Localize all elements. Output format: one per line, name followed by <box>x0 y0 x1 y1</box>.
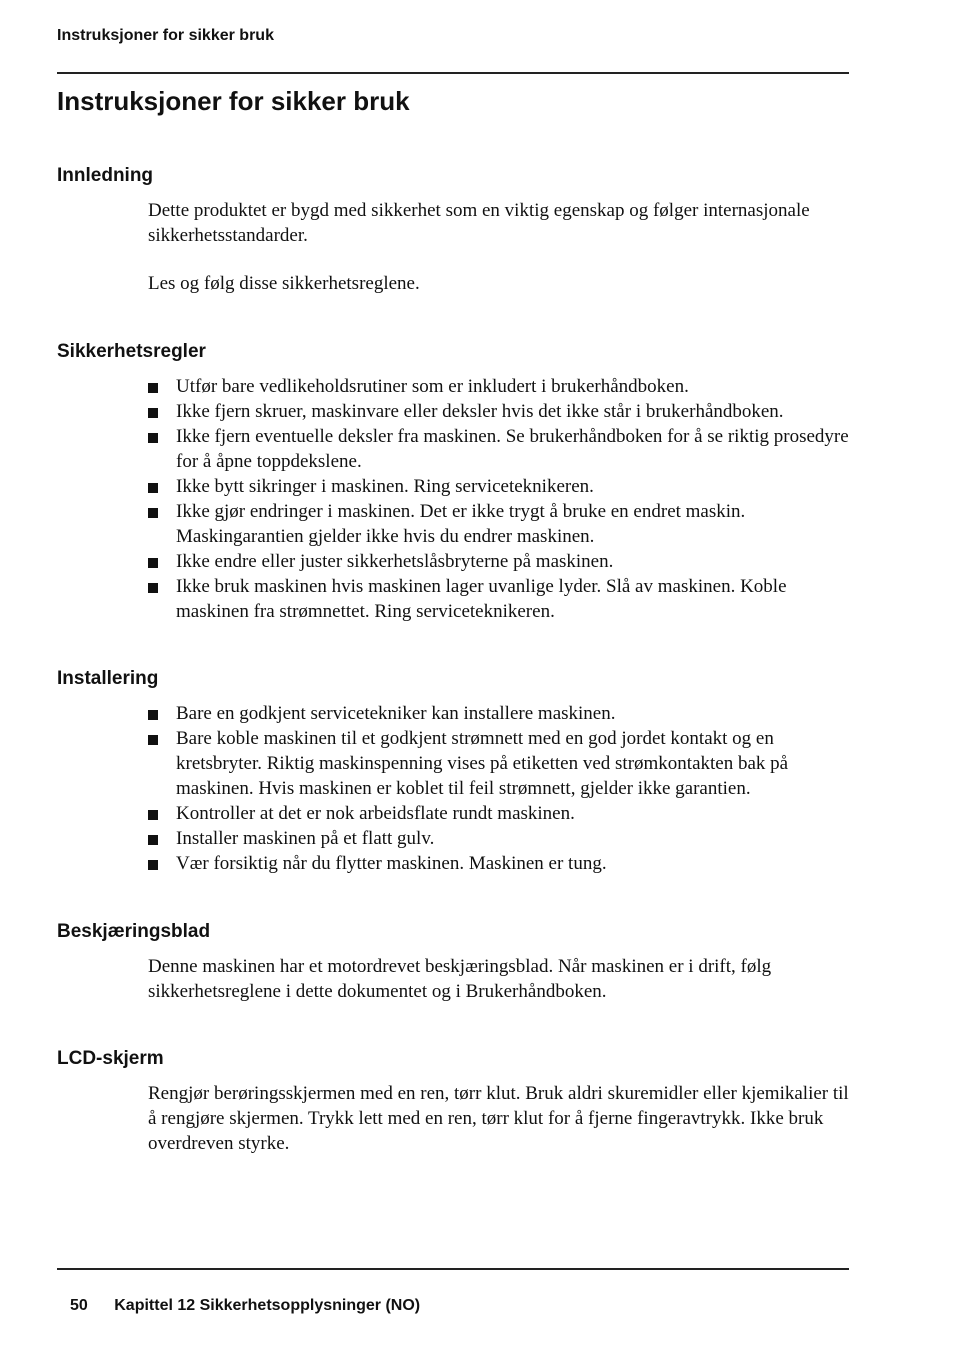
list-item-text: Ikke fjern eventuelle deksler fra maskinen. Se brukerhåndboken for å se riktig prosedyre for å åpne toppdekslene. <box>176 426 849 472</box>
list-item-text: Ikke endre eller juster sikkerhetslåsbryterne på maskinen. <box>176 551 614 572</box>
list-item <box>148 399 860 424</box>
square-bullet-icon <box>148 383 158 393</box>
square-bullet-icon <box>148 860 158 870</box>
section-heading: Beskjæringsblad <box>57 921 211 942</box>
section-body <box>148 1081 853 1156</box>
section-heading: LCD-skjerm <box>57 1048 164 1069</box>
section-sikkerhetsregler <box>57 340 857 624</box>
section-heading: Innledning <box>57 165 154 186</box>
section-body <box>148 954 853 1004</box>
footer-rule <box>57 1268 849 1270</box>
section-lcd-skjerm <box>57 1047 857 1156</box>
paragraph: Les og følg disse sikkerhetsreglene. <box>148 273 420 294</box>
square-bullet-icon <box>148 508 158 518</box>
square-bullet-icon <box>148 483 158 493</box>
section-installering <box>57 667 857 876</box>
list-item-text: Vær forsiktig når du flytter maskinen. Maskinen er tung. <box>176 853 607 874</box>
paragraph: Rengjør berøringsskjermen med en ren, tørr klut. Bruk aldri skuremidler eller kjemikalier til å rengjøre skjermen. Trykk lett med en ren, tørr klut for å fjerne fingeravtrykk. Ikke bruk overdreven styrke. <box>148 1083 849 1154</box>
section-beskjaeringsblad <box>57 920 857 1004</box>
square-bullet-icon <box>148 735 158 745</box>
list-item-text: Bare koble maskinen til et godkjent strømnett med en god jordet kontakt og en kretsbryter. Riktig maskinspenning vises på etiketten ved strømkontakten bak på maskinen. Hvis maskinen er koblet til feil strømnett, gjelder ikke garantien. <box>176 728 789 799</box>
section-innledning <box>57 164 857 296</box>
list-item <box>148 574 860 624</box>
chapter-title: Kapittel 12 Sikkerhetsopplysninger (NO) <box>114 1297 421 1314</box>
list-item-text: Ikke gjør endringer i maskinen. Det er ikke trygt å bruke en endret maskin. Maskingarantien gjelder ikke hvis du endrer maskinen. <box>176 501 746 547</box>
square-bullet-icon <box>148 710 158 720</box>
running-header: Instruksjoner for sikker bruk <box>57 27 274 44</box>
list-item <box>148 826 860 851</box>
square-bullet-icon <box>148 583 158 593</box>
section-heading: Sikkerhetsregler <box>57 341 206 362</box>
list-item <box>148 424 860 474</box>
list-item <box>148 499 860 549</box>
list-item-text: Utfør bare vedlikeholdsrutiner som er inkludert i brukerhåndboken. <box>176 376 689 397</box>
square-bullet-icon <box>148 408 158 418</box>
list-item-text: Installer maskinen på et flatt gulv. <box>176 828 435 849</box>
bullet-list <box>148 374 860 624</box>
list-item <box>148 726 860 801</box>
paragraph: Dette produktet er bygd med sikkerhet som en viktig egenskap og følger internasjonale sikkerhetsstandarder. <box>148 200 810 246</box>
section-body <box>148 198 853 296</box>
section-heading: Installering <box>57 668 159 689</box>
page-footer <box>70 1297 420 1315</box>
square-bullet-icon <box>148 835 158 845</box>
paragraph: Denne maskinen har et motordrevet beskjæringsblad. Når maskinen er i drift, følg sikkerhetsreglene i dette dokumentet og i Brukerhåndboken. <box>148 956 772 1002</box>
list-item <box>148 549 860 574</box>
page-title: Instruksjoner for sikker bruk <box>57 86 410 116</box>
list-item <box>148 374 860 399</box>
list-item <box>148 851 860 876</box>
list-item <box>148 801 860 826</box>
bullet-list <box>148 701 860 876</box>
list-item-text: Kontroller at det er nok arbeidsflate rundt maskinen. <box>176 803 575 824</box>
square-bullet-icon <box>148 433 158 443</box>
list-item-text: Ikke bytt sikringer i maskinen. Ring serviceteknikeren. <box>176 476 594 497</box>
header-rule <box>57 72 849 74</box>
page-number: 50 <box>70 1297 88 1314</box>
square-bullet-icon <box>148 558 158 568</box>
list-item <box>148 701 860 726</box>
list-item-text: Ikke bruk maskinen hvis maskinen lager uvanlige lyder. Slå av maskinen. Koble maskinen fra strømnettet. Ring serviceteknikeren. <box>176 576 787 622</box>
list-item <box>148 474 860 499</box>
square-bullet-icon <box>148 810 158 820</box>
list-item-text: Bare en godkjent servicetekniker kan installere maskinen. <box>176 703 616 724</box>
list-item-text: Ikke fjern skruer, maskinvare eller deksler hvis det ikke står i brukerhåndboken. <box>176 401 784 422</box>
